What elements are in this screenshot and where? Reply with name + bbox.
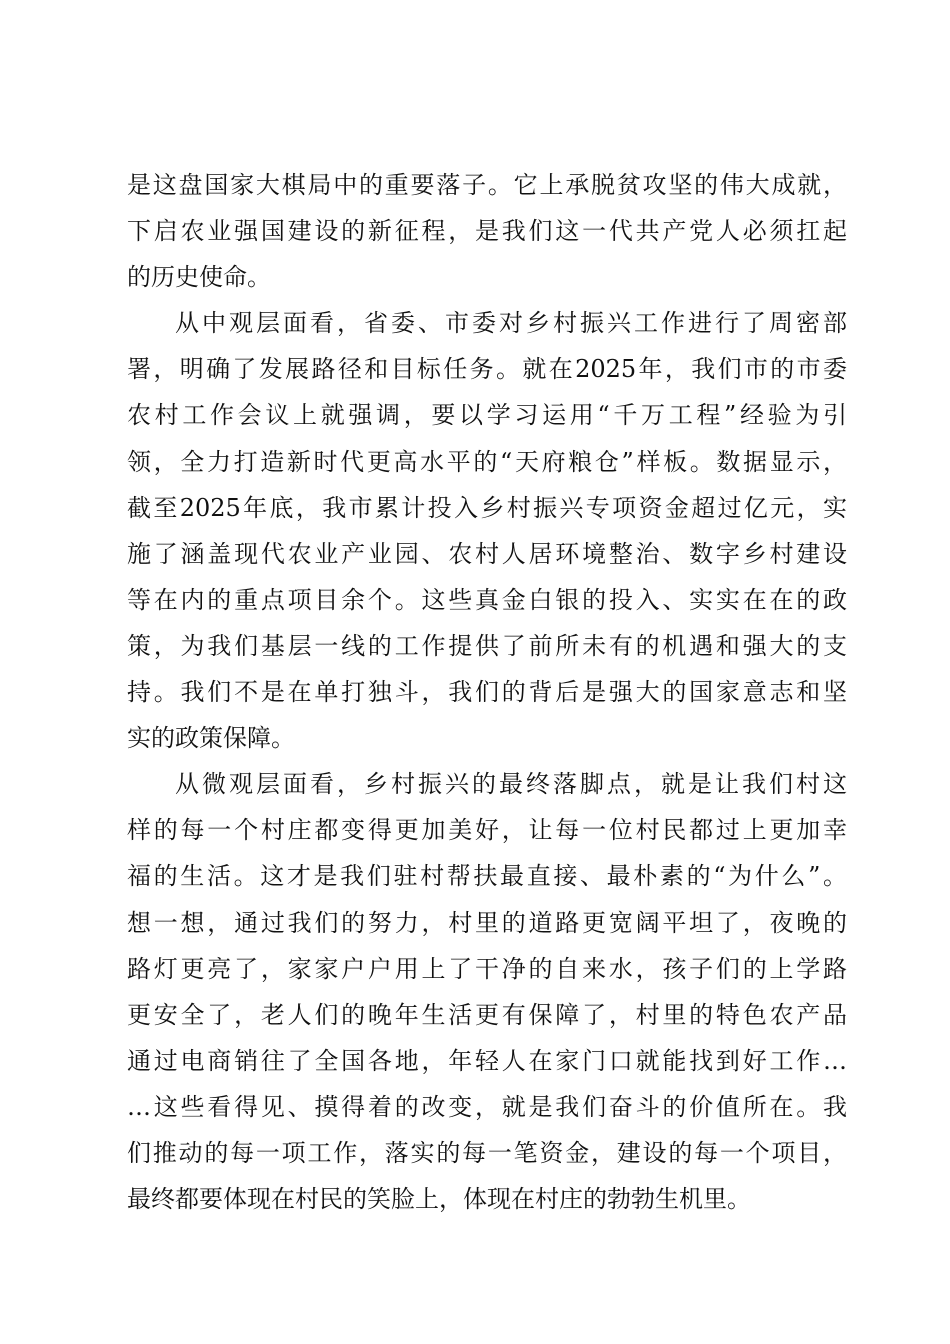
text-line: 从微观层面看，乡村振兴的最终落脚点，就是让我们村这 (175, 770, 847, 799)
text-line: 样的每一个村庄都变得更加美好，让每一位村民都过上更加幸 (127, 816, 847, 845)
text-line: 更安全了，老人们的晚年生活更有保障了，村里的特色农产品 (127, 1000, 847, 1029)
text-line: 路灯更亮了，家家户户用上了干净的自来水，孩子们的上学路 (127, 954, 847, 983)
text-line: 施了涵盖现代农业产业园、农村人居环境整治、数字乡村建设 (127, 539, 847, 568)
text-line: 从中观层面看，省委、市委对乡村振兴工作进行了周密部 (175, 309, 847, 338)
text-line: 下启农业强国建设的新征程，是我们这一代共产党人必须扛起 (127, 217, 847, 246)
text-line: 农村工作会议上就强调，要以学习运用“千万工程”经验为引 (127, 401, 847, 430)
text-line: 截至2025年底，我市累计投入乡村振兴专项资金超过亿元，实 (127, 493, 847, 522)
text-line: 最终都要体现在村民的笑脸上，体现在村庄的勃勃生机里。 (127, 1185, 751, 1214)
text-line: 通过电商销往了全国各地，年轻人在家门口就能找到好工作… (127, 1046, 847, 1075)
text-line: 们推动的每一项工作，落实的每一笔资金，建设的每一个项目， (127, 1138, 847, 1167)
text-line: 署，明确了发展路径和目标任务。就在2025年，我们市的市委 (127, 355, 847, 384)
text-line: 想一想，通过我们的努力，村里的道路更宽阔平坦了，夜晚的 (127, 908, 847, 937)
text-line: 的历史使命。 (127, 263, 271, 292)
text-line: 是这盘国家大棋局中的重要落子。它上承脱贫攻坚的伟大成就， (127, 171, 847, 199)
body-text (127, 162, 847, 1222)
text-line: 福的生活。这才是我们驻村帮扶最直接、最朴素的“为什么”。 (127, 862, 847, 891)
text-line: 策，为我们基层一线的工作提供了前所未有的机遇和强大的支 (127, 631, 847, 660)
text-line: 持。我们不是在单打独斗，我们的背后是强大的国家意志和坚 (127, 678, 847, 707)
text-line: 实的政策保障。 (127, 724, 295, 753)
text-line: 等在内的重点项目余个。这些真金白银的投入、实实在在的政 (127, 585, 847, 614)
text-line: …这些看得见、摸得着的改变，就是我们奋斗的价值所在。我 (127, 1092, 847, 1121)
text-line: 领，全力打造新时代更高水平的“天府粮仓”样板。数据显示， (127, 447, 847, 476)
